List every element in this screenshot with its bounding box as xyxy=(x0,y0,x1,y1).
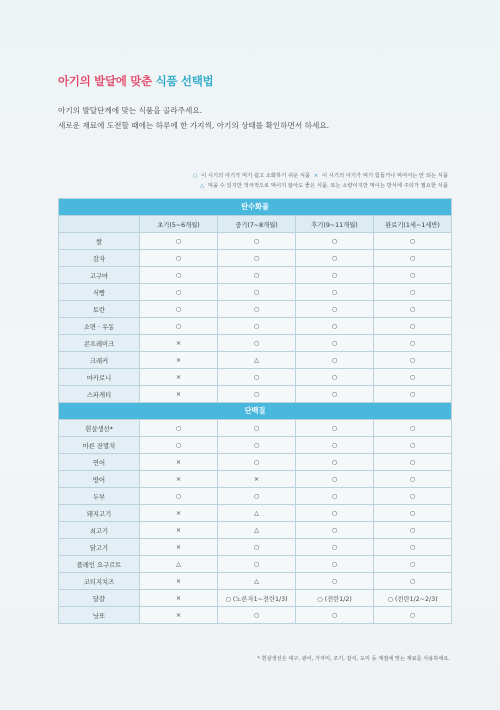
suitability-mark: ○ xyxy=(218,369,296,386)
column-header-blank xyxy=(59,216,140,233)
suitability-mark: ○ xyxy=(296,386,374,403)
suitability-mark: ○ xyxy=(218,386,296,403)
suitability-mark: ○ xyxy=(374,607,452,624)
table-row xyxy=(59,471,452,488)
suitability-mark: ○ xyxy=(374,284,452,301)
column-header-row xyxy=(59,216,452,233)
suitability-mark: × xyxy=(140,590,218,607)
suitability-mark: ○ xyxy=(374,369,452,386)
suitability-mark: × xyxy=(140,386,218,403)
suitability-mark: ○ xyxy=(374,522,452,539)
suitability-mark: × xyxy=(140,607,218,624)
food-name: 두부 xyxy=(59,488,140,505)
food-name: 감자 xyxy=(59,250,140,267)
table-row xyxy=(59,505,452,522)
suitability-mark: ○ xyxy=(218,454,296,471)
intro-line-1: 아기의 발달단계에 맞는 식품을 골라주세요. xyxy=(58,106,203,115)
food-name: 돼지고기 xyxy=(59,505,140,522)
suitability-mark: ○ xyxy=(296,335,374,352)
suitability-mark: ○ xyxy=(296,437,374,454)
suitability-mark: ○ xyxy=(374,454,452,471)
suitability-mark: ○ xyxy=(296,352,374,369)
food-name: 흰살생선* xyxy=(59,420,140,437)
footnote: * 흰살생선은 대구, 광어, 가자미, 조기, 갈치, 도미 등 계절에 맞는 재료를 사용하세요. xyxy=(257,656,450,662)
suitability-mark: × xyxy=(140,573,218,590)
food-name: 쇠고기 xyxy=(59,522,140,539)
suitability-mark: ○ xyxy=(218,318,296,335)
suitability-mark: ○ xyxy=(296,471,374,488)
suitability-mark: ○ xyxy=(296,539,374,556)
food-name: 쌀 xyxy=(59,233,140,250)
suitability-mark: ○ xyxy=(296,505,374,522)
suitability-mark: ○ xyxy=(218,420,296,437)
suitability-mark: ○ xyxy=(140,318,218,335)
table-row xyxy=(59,233,452,250)
section-header-row xyxy=(59,403,452,420)
suitability-mark: △ xyxy=(218,573,296,590)
legend xyxy=(128,171,448,191)
legend-triangle-text: 먹을 수 있지만 적극적으로 먹이지 않아도 좋은 식품, 또는 소량이지만 먹이는 방식에 주의가 필요한 식품 xyxy=(207,183,448,189)
section-title: 단백질 xyxy=(59,403,452,420)
table-row xyxy=(59,539,452,556)
title-part2: 식품 선택법 xyxy=(155,74,214,88)
suitability-mark: △ xyxy=(218,352,296,369)
suitability-mark: ○ xyxy=(296,573,374,590)
suitability-mark: ○ xyxy=(140,250,218,267)
food-name: 플레인 요구르트 xyxy=(59,556,140,573)
food-name: 콘프레이크 xyxy=(59,335,140,352)
table-row xyxy=(59,369,452,386)
food-table xyxy=(58,198,452,624)
suitability-mark: ○ xyxy=(218,539,296,556)
food-name: 닭고기 xyxy=(59,539,140,556)
suitability-mark: × xyxy=(140,471,218,488)
suitability-mark: ○ xyxy=(374,267,452,284)
suitability-mark: × xyxy=(140,505,218,522)
cross-symbol: × xyxy=(313,173,319,179)
intro-text xyxy=(58,103,458,133)
suitability-mark: ○ xyxy=(218,335,296,352)
suitability-mark: ○ xyxy=(296,607,374,624)
suitability-mark: ○ xyxy=(374,437,452,454)
table-row xyxy=(59,335,452,352)
suitability-mark: ○ xyxy=(296,318,374,335)
food-name: 방어 xyxy=(59,471,140,488)
suitability-mark: ○ xyxy=(374,556,452,573)
suitability-mark: ○ xyxy=(374,386,452,403)
table-row xyxy=(59,488,452,505)
table-row xyxy=(59,590,452,607)
column-header: 후기(9~11개월) xyxy=(296,216,374,233)
column-header: 완료기(1세~1세반) xyxy=(374,216,452,233)
suitability-mark: ○ (노른자1~전란1/3) xyxy=(218,590,296,607)
suitability-mark: ○ xyxy=(374,420,452,437)
suitability-mark: ○ xyxy=(374,471,452,488)
suitability-mark: ○ xyxy=(296,250,374,267)
suitability-mark: ○ xyxy=(140,420,218,437)
suitability-mark: ○ xyxy=(296,522,374,539)
table-row xyxy=(59,386,452,403)
table-row xyxy=(59,352,452,369)
suitability-mark: △ xyxy=(140,556,218,573)
food-name: 토란 xyxy=(59,301,140,318)
page-title xyxy=(58,73,213,89)
title-part1: 아기의 발달에 맞춘 xyxy=(58,74,152,88)
table-row xyxy=(59,318,452,335)
suitability-mark: × xyxy=(140,539,218,556)
legend-line-2 xyxy=(128,181,448,191)
food-name: 달걀 xyxy=(59,590,140,607)
suitability-mark: △ xyxy=(218,522,296,539)
suitability-mark: ○ xyxy=(374,335,452,352)
suitability-mark: × xyxy=(140,335,218,352)
suitability-mark: × xyxy=(140,454,218,471)
suitability-mark: ○ xyxy=(218,437,296,454)
food-name: 소면 · 우동 xyxy=(59,318,140,335)
table-row xyxy=(59,250,452,267)
table-row xyxy=(59,301,452,318)
suitability-mark: ○ xyxy=(218,284,296,301)
circle-symbol: ○ xyxy=(192,173,198,179)
suitability-mark: × xyxy=(140,369,218,386)
legend-circle-text: 이 시기의 아기가 먹기 쉽고 소화하기 쉬운 식품 xyxy=(201,173,311,179)
suitability-mark: ○ xyxy=(218,233,296,250)
table-row xyxy=(59,437,452,454)
suitability-mark: ○ xyxy=(296,369,374,386)
table-row xyxy=(59,267,452,284)
suitability-mark: ○ xyxy=(296,454,374,471)
suitability-mark: ○ xyxy=(218,556,296,573)
suitability-mark: ○ xyxy=(374,233,452,250)
suitability-mark: ○ xyxy=(374,352,452,369)
suitability-mark: ○ xyxy=(218,250,296,267)
suitability-mark: ○ xyxy=(140,267,218,284)
food-name: 스파게티 xyxy=(59,386,140,403)
suitability-mark: ○ xyxy=(296,233,374,250)
column-header: 초기(5~6개월) xyxy=(140,216,218,233)
food-name: 코티지치즈 xyxy=(59,573,140,590)
suitability-mark: ○ xyxy=(374,539,452,556)
suitability-mark: ○ xyxy=(374,573,452,590)
suitability-mark: △ xyxy=(218,505,296,522)
suitability-mark: ○ xyxy=(296,301,374,318)
food-name: 고구마 xyxy=(59,267,140,284)
intro-line-2: 새로운 재료에 도전할 때에는 하루에 한 가지씩, 아기의 상태를 확인하면서 하세요. xyxy=(58,121,330,130)
food-name: 연어 xyxy=(59,454,140,471)
suitability-mark: ○ (전란1/2~2/3) xyxy=(374,590,452,607)
suitability-mark: ○ xyxy=(296,488,374,505)
food-name: 식빵 xyxy=(59,284,140,301)
suitability-mark: ○ xyxy=(140,437,218,454)
table-row xyxy=(59,454,452,471)
suitability-mark: × xyxy=(218,471,296,488)
suitability-mark: ○ xyxy=(296,267,374,284)
table-row xyxy=(59,556,452,573)
table-row xyxy=(59,284,452,301)
suitability-mark: ○ xyxy=(140,233,218,250)
suitability-mark: ○ xyxy=(140,284,218,301)
suitability-mark: ○ xyxy=(140,301,218,318)
table-row xyxy=(59,573,452,590)
suitability-mark: ○ xyxy=(374,488,452,505)
table-row xyxy=(59,607,452,624)
section-header-row xyxy=(59,199,452,216)
legend-line-1 xyxy=(128,171,448,181)
section-title: 탄수화물 xyxy=(59,199,452,216)
suitability-mark: ○ (전란1/2) xyxy=(296,590,374,607)
suitability-mark: ○ xyxy=(296,420,374,437)
suitability-mark: ○ xyxy=(218,301,296,318)
suitability-mark: ○ xyxy=(218,488,296,505)
suitability-mark: ○ xyxy=(296,556,374,573)
suitability-mark: ○ xyxy=(218,607,296,624)
suitability-mark: ○ xyxy=(374,250,452,267)
suitability-mark: ○ xyxy=(296,284,374,301)
suitability-mark: ○ xyxy=(374,318,452,335)
food-name: 크래커 xyxy=(59,352,140,369)
suitability-mark: ○ xyxy=(218,267,296,284)
food-name: 마른 잔멸치 xyxy=(59,437,140,454)
column-header: 중기(7~8개월) xyxy=(218,216,296,233)
triangle-symbol: △ xyxy=(200,183,205,189)
table-row xyxy=(59,420,452,437)
food-name: 낫또 xyxy=(59,607,140,624)
table-row xyxy=(59,522,452,539)
food-name: 마카로니 xyxy=(59,369,140,386)
suitability-mark: × xyxy=(140,352,218,369)
legend-cross-text: 이 시기의 아기가 먹기 힘들거나 먹여서는 안 되는 식품 xyxy=(321,173,448,179)
suitability-mark: ○ xyxy=(374,301,452,318)
suitability-mark: × xyxy=(140,522,218,539)
suitability-mark: ○ xyxy=(140,488,218,505)
suitability-mark: ○ xyxy=(374,505,452,522)
